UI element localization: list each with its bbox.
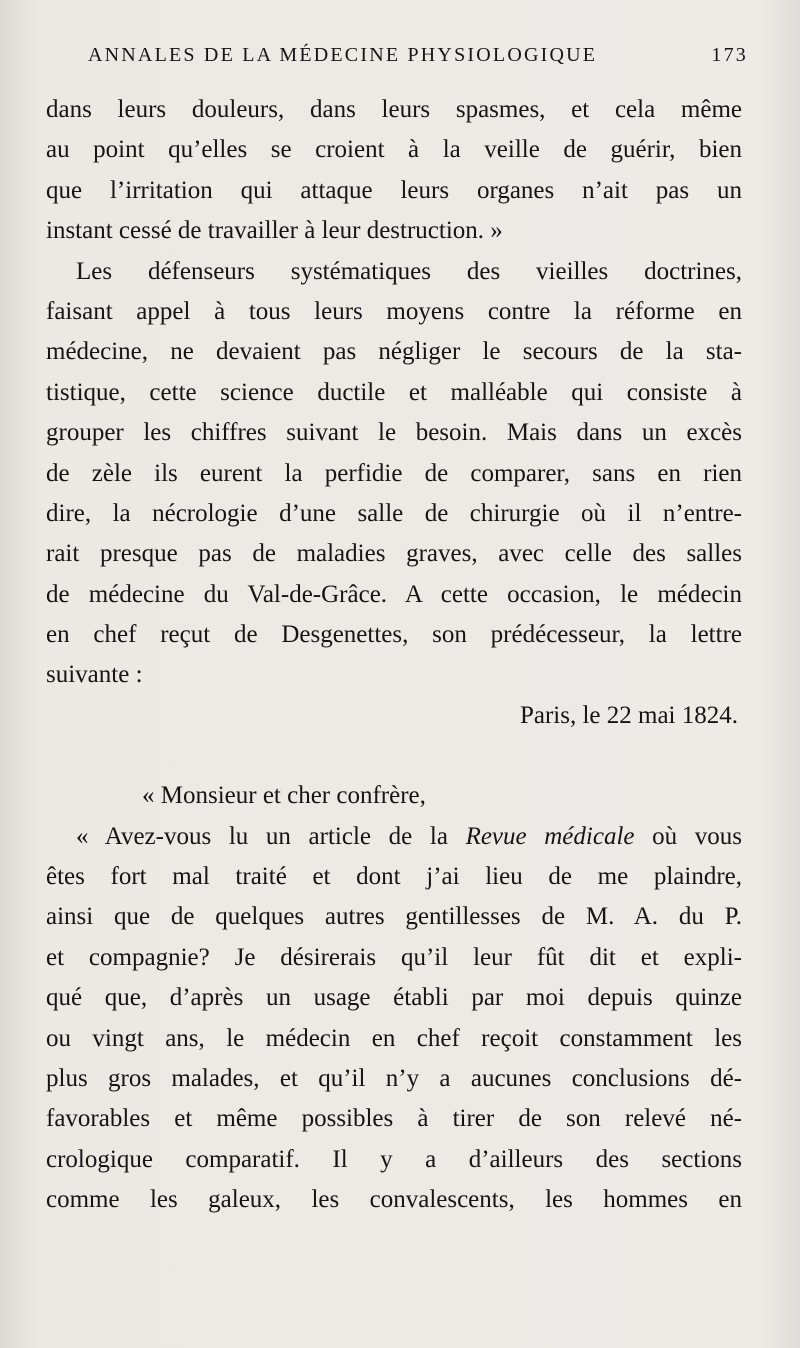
letter-date: Paris, le 22 mai 1824. — [519, 701, 738, 729]
text-line: comme les galeux, les convalescents, les hommes en — [46, 1186, 742, 1214]
text-line: en chef reçut de Desgenettes, son prédécesseur, la lettre — [46, 621, 742, 649]
journal-title: Revue médicale — [465, 822, 635, 850]
text-line: plus gros malades, et qu’il n’y a aucunes conclusions dé- — [46, 1064, 742, 1092]
text-line: suivante : — [46, 661, 143, 689]
text-line: dire, la nécrologie d’une salle de chirurgie où il n’entre- — [46, 499, 742, 527]
letter-salutation: « Monsieur et cher confrère, — [142, 782, 426, 810]
text-line: ainsi que de quelques autres gentillesses de M. A. du P. — [46, 903, 742, 931]
page-number: 173 — [711, 44, 748, 66]
text-line: qué que, d’après un usage établi par moi depuis quinze — [46, 984, 742, 1012]
text-fragment: où vous — [634, 822, 743, 850]
body-text — [46, 90, 742, 1221]
text-line: êtes fort mal traité et dont j’ai lieu de me plaindre, — [46, 863, 742, 891]
running-header — [88, 44, 748, 67]
blank-space — [46, 736, 742, 776]
text-line: et compagnie? Je désirerais qu’il leur fût dit et expli- — [46, 943, 742, 971]
text-line: ou vingt ans, le médecin en chef reçoit constamment les — [46, 1024, 742, 1052]
text-line: instant cessé de travailler à leur destruction. » — [46, 217, 503, 245]
text-line: faisant appel à tous leurs moyens contre la réforme en — [46, 297, 742, 325]
text-line: crologique comparatif. Il y a d’ailleurs des sections — [46, 1145, 742, 1173]
text-line: de zèle ils eurent la perfidie de comparer, sans en rien — [46, 459, 742, 487]
text-line: rait presque pas de maladies graves, avec celle des salles — [46, 540, 742, 568]
text-line: grouper les chiffres suivant le besoin. Mais dans un excès — [46, 419, 742, 447]
running-title: ANNALES DE LA MÉDECINE PHYSIOLOGIQUE — [88, 44, 598, 66]
text-line: que l’irritation qui attaque leurs organes n’ait pas un — [46, 176, 742, 204]
text-line: tistique, cette science ductile et malléable qui consiste à — [46, 378, 742, 406]
text-line: dans leurs douleurs, dans leurs spasmes, et cela même — [46, 96, 742, 123]
text-fragment: « Avez-vous lu un article de la — [76, 822, 466, 850]
text-line: au point qu’elles se croient à la veille de guérir, bien — [46, 136, 742, 164]
text-line: Les défenseurs systématiques des vieilles doctrines, — [76, 257, 742, 285]
text-line — [46, 817, 742, 857]
text-line: favorables et même possibles à tirer de son relevé né- — [46, 1105, 742, 1133]
text-line: de médecine du Val-de-Grâce. A cette occasion, le médecin — [46, 580, 742, 608]
text-line: médecine, ne devaient pas négliger le secours de la sta- — [46, 338, 742, 366]
